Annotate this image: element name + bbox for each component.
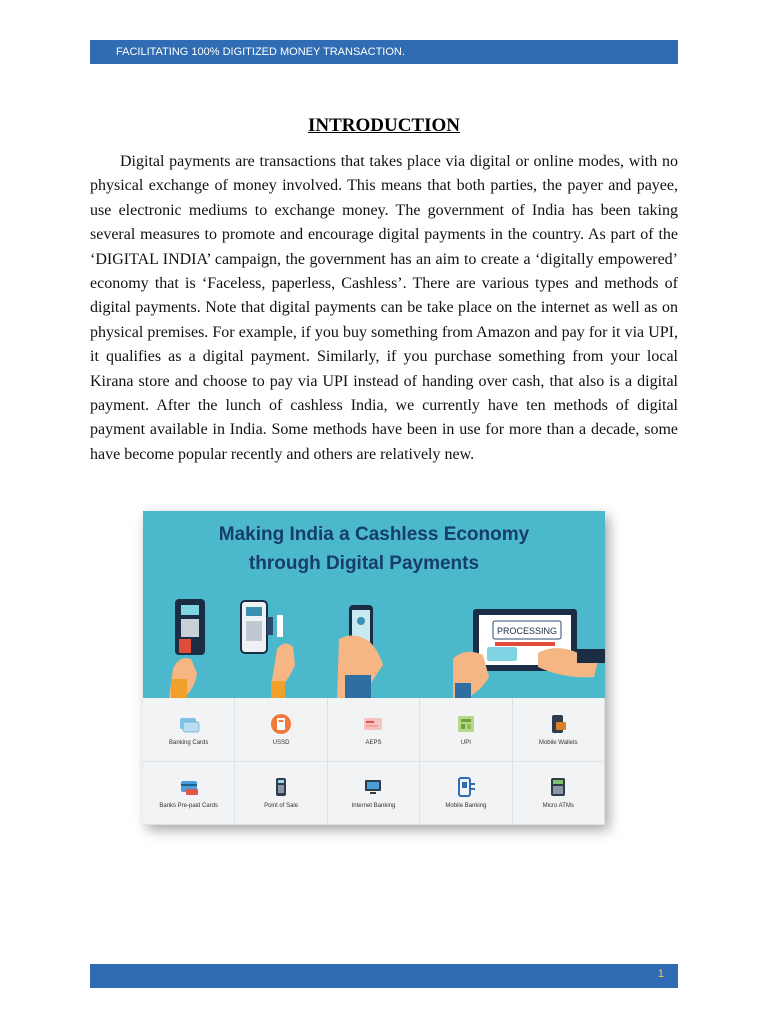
method-point-of-sale (235, 762, 327, 826)
method-label: UPI (460, 739, 471, 746)
method-mobile-banking (420, 762, 512, 826)
header-bar (90, 40, 678, 64)
method-banking-cards (143, 698, 235, 762)
method-label: Micro ATMs (542, 803, 574, 810)
smartphone-icon (337, 605, 383, 698)
page-number: 1 (657, 968, 664, 980)
laptop-processing-icon (453, 609, 605, 698)
internet-banking-icon (362, 776, 384, 798)
pos-terminal-icon (241, 601, 295, 698)
method-upi (420, 698, 512, 762)
method-label: Banking Cards (169, 739, 209, 746)
figure-title-line1: Making India a Cashless Economy (218, 524, 530, 545)
method-label: Banks Pre-paid Cards (159, 803, 219, 810)
method-label: Mobile Wallets (538, 739, 578, 746)
mobile-banking-icon (455, 776, 477, 798)
figure-banner (143, 511, 605, 698)
processing-label: PROCESSING (496, 626, 558, 636)
payment-illustration (143, 589, 605, 698)
page-title: INTRODUCTION (307, 115, 461, 136)
method-prepaid-cards (143, 762, 235, 826)
method-ussd (235, 698, 327, 762)
pos-icon (270, 776, 292, 798)
method-label: AEPS (365, 739, 382, 746)
method-micro-atms (513, 762, 605, 826)
method-internet-banking (328, 762, 420, 826)
aeps-icon (362, 713, 384, 735)
method-label: USSD (272, 739, 290, 746)
digital-payments-figure (143, 511, 605, 825)
method-label: Internet Banking (351, 803, 396, 810)
upi-icon (455, 713, 477, 735)
card-machine-icon (169, 599, 205, 698)
method-aeps (328, 698, 420, 762)
ussd-icon (270, 713, 292, 735)
payment-methods-grid (143, 698, 605, 825)
header-text: FACILITATING 100% DIGITIZED MONEY TRANSACTION. (116, 46, 405, 58)
wallet-icon (547, 713, 569, 735)
micro-atm-icon (547, 776, 569, 798)
prepaid-card-icon (178, 776, 200, 798)
introduction-paragraph: Digital payments are transactions that takes place via digital or online modes, with no physical exchange of money involved. This means that both parties, the payer and payee, use electronic mediums to exchange money. The government of India has been taking several measures to promote and encourage digital payments in the country. As part of the ‘DIGITAL INDIA’ campaign, the government has an aim to create a ‘digitally empowered’ economy that is ‘Faceless, paperless, Cashless’. There are various types and methods of digital payments. Note that digital payments can be take place on the internet as well as on physical premises. For example, if you buy something from Amazon and pay for it via UPI, it qualifies as a digital payment. Similarly, if you purchase something from your local Kirana store and choose to pay via UPI instead of handing over cash, that also is a digital payment. After the lunch of cashless India, we currently have ten methods of digital payment available in India. Some methods have been in use for more than a decade, some have become popular recently and others are relatively new. (90, 153, 678, 463)
card-icon (178, 713, 200, 735)
method-label: Mobile Banking (445, 803, 487, 810)
figure-title-line2: through Digital Payments (248, 553, 480, 574)
method-mobile-wallets (513, 698, 605, 762)
footer-bar (90, 964, 678, 988)
method-label: Point of Sale (264, 803, 299, 810)
